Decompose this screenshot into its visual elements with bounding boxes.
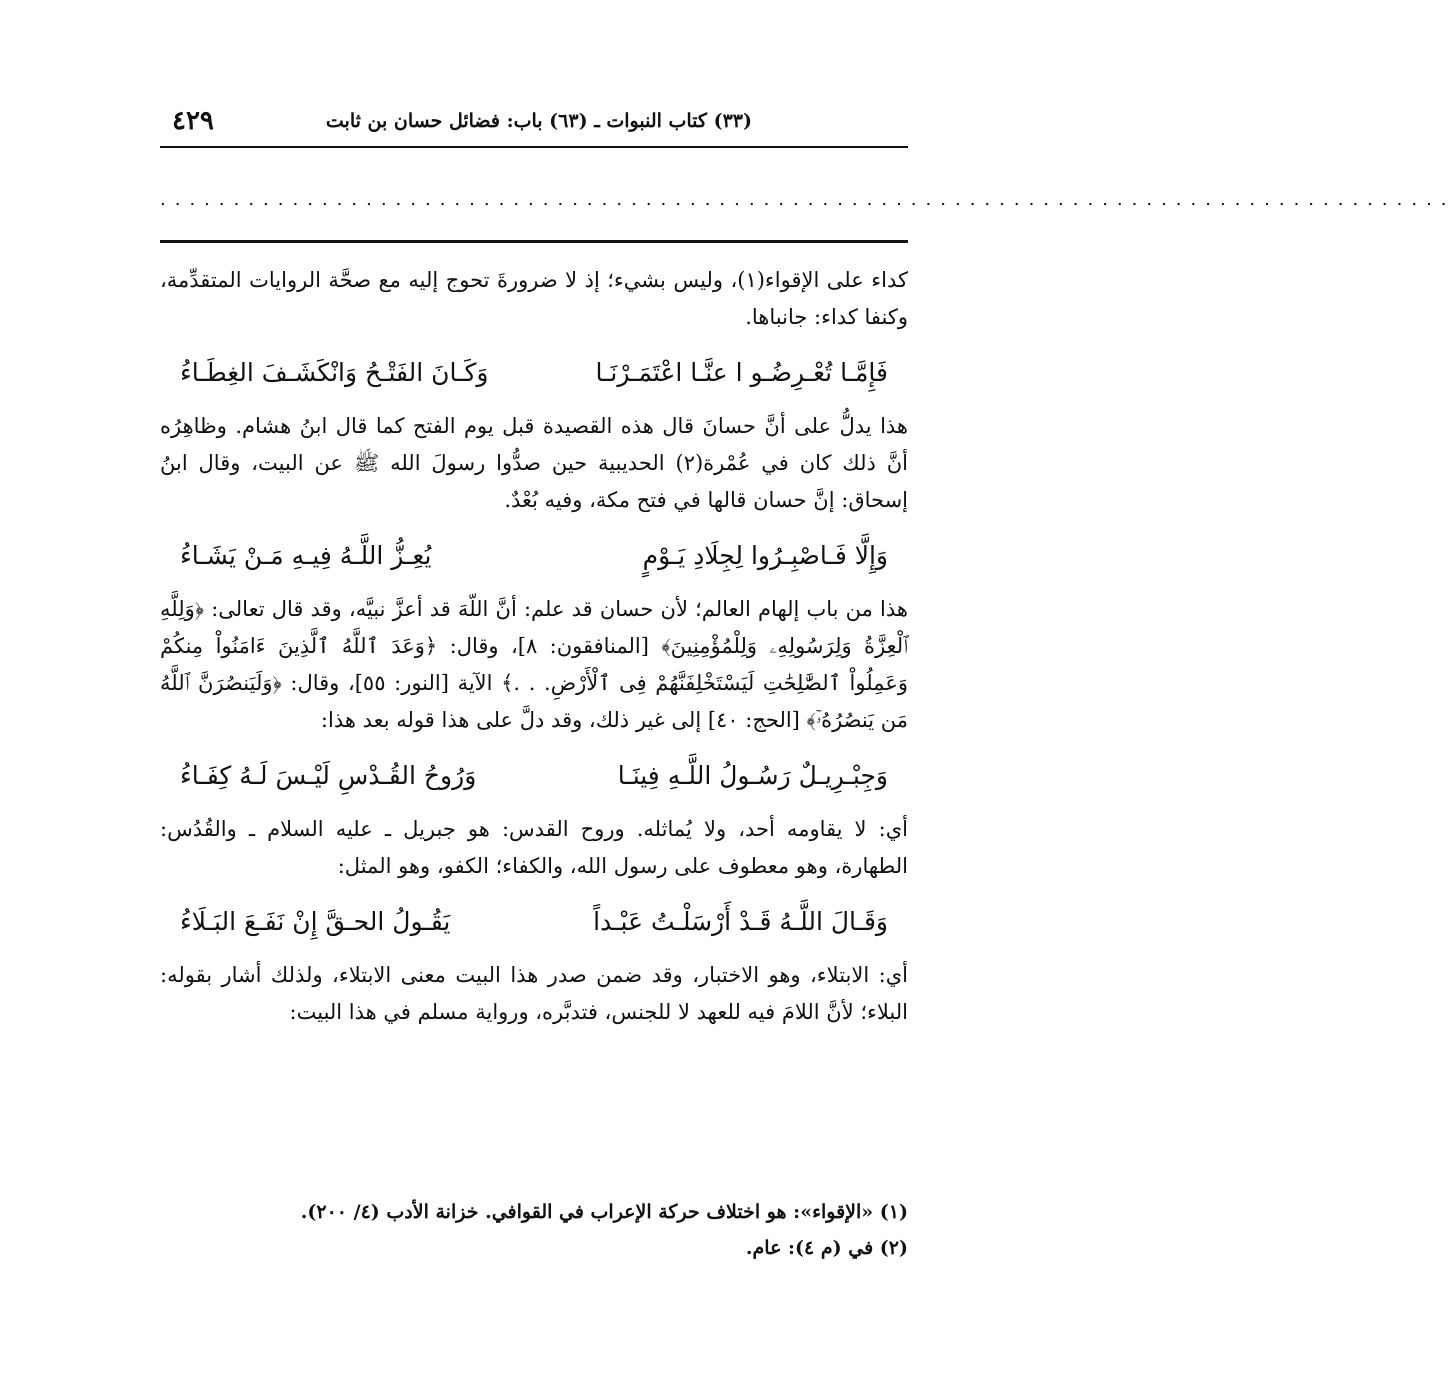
footnote: (٢) في (م ٤): عام. [745,1237,908,1259]
verse-second-hemistich: يُعِـزُّ اللَّـهُ فِيـهِ مَـنْ يَشَـاءُ [180,541,432,570]
page-header [0,104,934,148]
poem-verse [180,537,888,575]
running-title: (٣٣) كتاب النبوات ـ (٦٣) باب: فضائل حسان بن ثابت [325,110,752,132]
verse-first-hemistich: وَجِبْـرِيـلٌ رَسُـولُ اللَّـهِ فِينَـا [617,761,888,790]
verse-first-hemistich: فَإِمَّـا تُعْـرِضُـو ا عنَّـا اعْتَمَـرْنَـا [595,358,888,387]
header-rule [160,146,908,148]
poem-verse [180,903,888,941]
paragraph: هذا يدلُّ على أنَّ حسانَ قال هذه القصيدة قبل يوم الفتح كما قال ابنُ هشام. وظاهِرُه أنَّ ذلك كان في عُمْرة(٢) الحديبية حين صدُّوا رسولَ الله ﷺ عن البيت، وقال ابنُ إسحاق: إنَّ حسان قالها في فتح مكة، وفيه بُعْدٌ. [160,414,908,512]
paragraph: أي: لا يقاومه أحد، ولا يُماثله. وروح القدس: هو جبريل ـ عليه السلام ـ والقُدُس: الطهارة، وهو معطوف على رسول الله، والكفاء؛ الكفو، وهو المثل: [160,817,908,878]
main-text [160,262,908,1031]
verse-second-hemistich: وَرُوحُ القُـدْسِ لَيْـسَ لَـهُ كِفَـاءُ [180,761,477,790]
dotted-separator: ........................................................................................ [160,189,1456,210]
footnotes [160,1194,908,1266]
paragraph: أي: الابتلاء، وهو الاختبار، وقد ضمن صدر هذا البيت معنى الابتلاء، ولذلك أشار بقوله: البلاء؛ لأنَّ اللامَ فيه للعهد لا للجنس، فتدبَّره، ورواية مسلم في هذا البيت: [160,963,908,1024]
verse-first-hemistich: وَإِلَّا فَـاصْبِـرُوا لِجِلَادِ يَـوْمٍ [642,541,888,570]
paragraph: هذا من باب إلهام العالم؛ لأن حسان قد علم: أنَّ اللّهَ قد أعزَّ نبيَّه، وقد قال تعالى: ﴿وَلِلَّهِ ٱلْعِزَّةُ وَلِرَسُولِهِۦ وَلِلْمُؤْمِنِينَ﴾ [المنافقون: ٨]، وقال: ﴿وَعَدَ ٱللَّهُ ٱلَّذِينَ ءَامَنُواْ مِنكُمْ وَعَمِلُواْ ٱلصَّٰلِحَٰتِ لَيَسْتَخْلِفَنَّهُمْ فِى ٱلْأَرْضِ. . .﴾ الآية [النور: ٥٥]، وقال: ﴿وَلَيَنصُرَنَّ ٱللَّهُ مَن يَنصُرُهُۥٓ﴾ [الحج: ٤٠] إلى غير ذلك، وقد دلَّ على هذا قوله بعد هذا: [160,597,908,732]
page-number: ٤٢٩ [172,106,214,136]
verse-second-hemistich: يَقُـولُ الحـقَّ إِنْ نَفَـعَ البَـلَاءُ [180,907,451,936]
footnote: (١) «الإقواء»: هو اختلاف حركة الإعراب في القوافي. خزانة الأدب (٤/ ٢٠٠). [300,1201,908,1223]
section-rule [160,240,908,243]
paragraph: كداء على الإقواء(١)، وليس بشيء؛ إذ لا ضرورةَ تحوج إليه مع صحَّة الروايات المتقدِّمة، وكنفا كداء: جانباها. [160,268,908,329]
verse-second-hemistich: وَكَـانَ الفَتْـحُ وَانْكَشَـفَ الغِطَـاءُ [180,358,489,387]
poem-verse [180,757,888,795]
verse-first-hemistich: وَقَـالَ اللَّـهُ قَـدْ أَرْسَلْـتُ عَبْـداً [593,907,888,936]
poem-verse [180,354,888,392]
